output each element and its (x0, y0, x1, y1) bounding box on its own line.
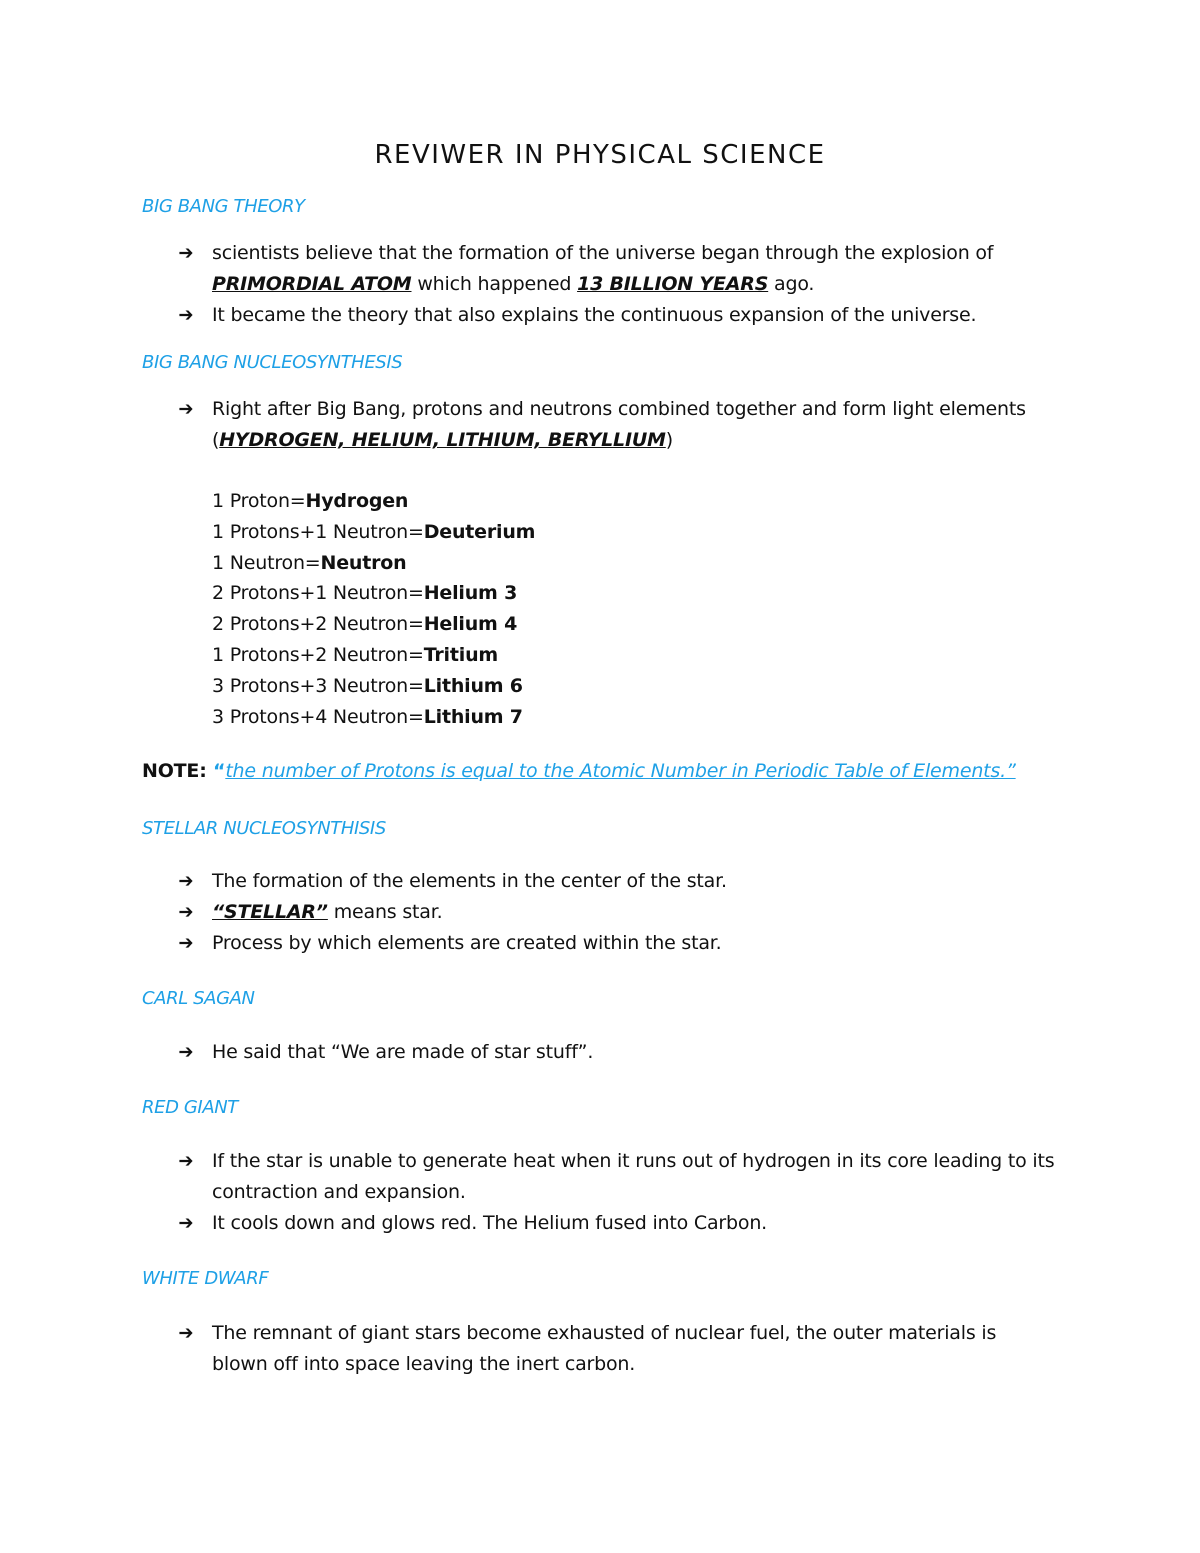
list-item: ➔ The formation of the elements in the center of the star. (178, 866, 1048, 897)
heading-big-bang-nucleosynthesis: BIG BANG NUCLEOSYNTHESIS (142, 352, 403, 373)
heading-white-dwarf: WHITE DWARF (142, 1268, 269, 1289)
composition-row: 1 Neutron=Neutron (212, 551, 407, 574)
arrow-bullet-icon: ➔ (178, 304, 194, 326)
page-title: REVIWER IN PHYSICAL SCIENCE (374, 140, 826, 170)
arrow-bullet-icon: ➔ (178, 901, 194, 923)
arrow-bullet-icon: ➔ (178, 1041, 194, 1063)
heading-big-bang-theory: BIG BANG THEORY (142, 196, 305, 217)
composition-row: 2 Protons+2 Neutron=Helium 4 (212, 613, 518, 636)
note-label: NOTE: (142, 760, 214, 782)
arrow-bullet-icon: ➔ (178, 932, 194, 954)
note-quote: the number of Protons is equal to the Atomic Number in Periodic Table of Elements.” (225, 760, 1016, 782)
composition-row: 2 Protons+1 Neutron=Helium 3 (212, 582, 518, 605)
term-13-billion-years: 13 BILLION YEARS (577, 273, 769, 295)
list-item: ➔ “STELLAR” means star. (178, 897, 1048, 928)
list-item: ➔ It became the theory that also explains the continuous expansion of the universe. (178, 300, 1048, 331)
list-item: ➔ It cools down and glows red. The Helium fused into Carbon. (178, 1208, 1048, 1239)
term-light-elements: HYDROGEN, HELIUM, LITHIUM, BERYLLIUM (219, 429, 666, 451)
heading-stellar-nucleosynthesis: STELLAR NUCLEOSYNTHISIS (142, 818, 386, 839)
list-item: ➔ Right after Big Bang, protons and neutrons combined together and form light elements (HYDROGEN, HELIUM, LITHIUM, BERYLLIUM) (178, 394, 1048, 456)
composition-row: 1 Protons+2 Neutron=Tritium (212, 643, 498, 666)
heading-carl-sagan: CARL SAGAN (142, 988, 255, 1009)
composition-row: 3 Protons+3 Neutron=Lithium 6 (212, 674, 523, 697)
list-item: ➔ scientists believe that the formation of the universe began through the explosion of PRIMORDIAL ATOM which happened 13 BILLION YEARS ago. (178, 238, 1048, 300)
arrow-bullet-icon: ➔ (178, 870, 194, 892)
list-item: ➔ The remnant of giant stars become exhausted of nuclear fuel, the outer materials is blown off into space leaving the inert carbon. (178, 1318, 1008, 1380)
arrow-bullet-icon: ➔ (178, 1322, 194, 1344)
note: NOTE: “the number of Protons is equal to the Atomic Number in Periodic Table of Elements.” (142, 760, 1016, 782)
term-stellar: “STELLAR” (212, 901, 328, 923)
arrow-bullet-icon: ➔ (178, 242, 194, 264)
composition-row: 1 Proton=Hydrogen (212, 490, 409, 512)
arrow-bullet-icon: ➔ (178, 1212, 194, 1234)
arrow-bullet-icon: ➔ (178, 1150, 194, 1172)
list-item: ➔ Process by which elements are created within the star. (178, 928, 1048, 959)
composition-row: 3 Protons+4 Neutron=Lithium 7 (212, 705, 523, 728)
particle-composition-list (212, 486, 535, 732)
composition-row: 1 Protons+1 Neutron=Deuterium (212, 520, 536, 543)
list-item: ➔ He said that “We are made of star stuff”. (178, 1037, 1048, 1068)
heading-red-giant: RED GIANT (142, 1097, 238, 1118)
term-primordial-atom: PRIMORDIAL ATOM (212, 273, 412, 295)
list-item: ➔ If the star is unable to generate heat when it runs out of hydrogen in its core leading to its contraction and expansion. (178, 1146, 1058, 1208)
arrow-bullet-icon: ➔ (178, 398, 194, 420)
